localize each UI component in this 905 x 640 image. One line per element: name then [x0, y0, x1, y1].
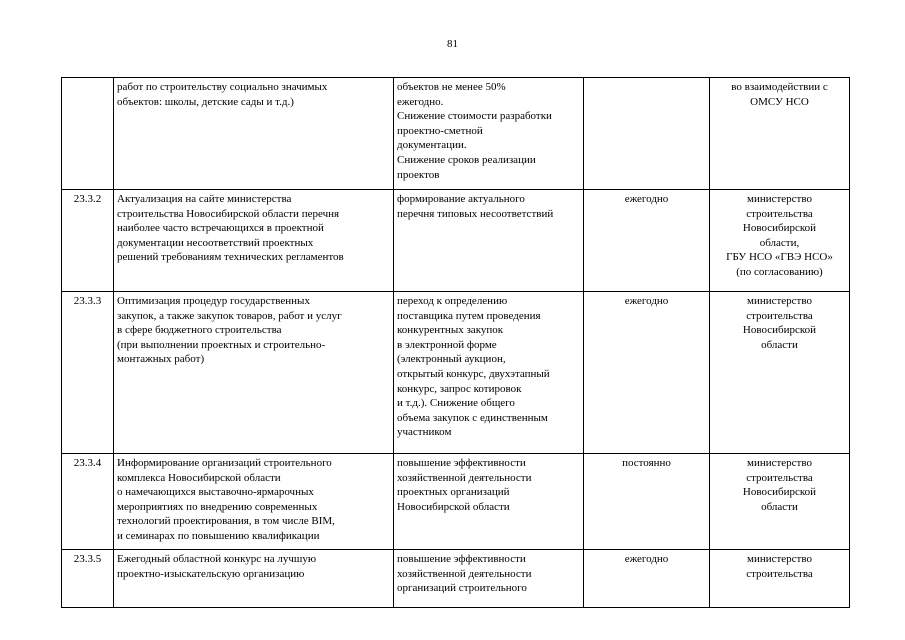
measure-name-line: решений требованиям технических регламентов — [117, 251, 344, 264]
table-row — [62, 550, 850, 608]
measure-result-line: документации. — [397, 139, 467, 152]
measure-number: 23.3.3 — [62, 292, 114, 454]
measure-result-line: открытый конкурс, двухэтапный — [397, 367, 550, 380]
measure-result-line: конкурс, запрос котировок — [397, 382, 522, 395]
measure-responsible-line: во взаимодействии с — [731, 81, 828, 93]
measure-name-line: в сфере бюджетного строительства — [117, 324, 282, 337]
measure-term-line: ежегодно — [624, 295, 669, 307]
measure-result — [394, 78, 584, 190]
measure-result-line: (электронный аукцион, — [397, 353, 506, 366]
measure-term — [584, 550, 710, 608]
measure-result — [394, 190, 584, 292]
measure-result — [394, 292, 584, 454]
measure-name-line: объектов: школы, детские сады и т.д.) — [117, 95, 294, 108]
measure-number: 23.3.4 — [62, 454, 114, 550]
measure-responsible-line: ОМСУ НСО — [750, 95, 809, 108]
measure-name-line: закупок, а также закупок товаров, работ и услуг — [117, 309, 342, 322]
measure-responsible-line: (по согласованию) — [736, 265, 823, 278]
measure-result-line: проектно-сметной — [397, 124, 483, 137]
measure-term-line: ежегодно — [624, 193, 669, 205]
measure-responsible-line: Новосибирской — [742, 222, 817, 235]
measure-number — [62, 78, 114, 190]
measure-name-line: Ежегодный областной конкурс на лучшую — [117, 553, 317, 565]
measure-result-line: хозяйственной деятельности — [397, 471, 532, 484]
measure-result-line: проектов — [397, 168, 440, 181]
page-number: 81 — [447, 38, 458, 50]
measure-result-line: участником — [397, 426, 452, 439]
measure-name — [114, 190, 394, 292]
measure-name-line: Актуализация на сайте министерства — [117, 193, 292, 205]
measure-result-line: формирование актуального — [397, 193, 525, 205]
measure-result-line: организаций строительного — [397, 582, 527, 595]
measure-responsible-line: Новосибирской — [742, 486, 817, 499]
measure-result-line: повышение эффективности — [397, 457, 526, 469]
measure-result-line: конкурентных закупок — [397, 324, 504, 337]
measure-responsible-line: области, — [759, 236, 800, 249]
measure-responsible-line: строительства — [746, 207, 813, 220]
measure-result-line: проектных организаций — [397, 486, 510, 499]
measure-name-line: мероприятиях по внедрению современных — [117, 500, 318, 513]
measure-responsible-line: министерство — [746, 457, 812, 469]
measure-responsible-line: строительства — [746, 309, 813, 322]
measure-name-line: (при выполнении проектных и строительно- — [117, 338, 326, 351]
measure-result-line: и т.д.). Снижение общего — [397, 397, 515, 410]
measure-name-line: и семинарах по повышению квалификации — [117, 529, 320, 542]
measure-result — [394, 454, 584, 550]
measure-result-line: хозяйственной деятельности — [397, 567, 532, 580]
measure-term — [584, 190, 710, 292]
measure-name-line: Информирование организаций строительного — [117, 457, 332, 469]
measure-term-line: ежегодно — [624, 553, 669, 565]
measure-name-line: проектно-изыскательскую организацию — [117, 567, 305, 580]
measure-result-line: поставщика путем проведения — [397, 309, 541, 322]
measure-name-line: технологий проектирования, в том числе BIM, — [117, 515, 335, 528]
measure-responsible-line: министерство — [746, 193, 812, 205]
measure-responsible-line: области — [761, 500, 798, 513]
measure-result-line: переход к определению — [397, 295, 508, 307]
measure-result-line: ежегодно. — [397, 95, 444, 108]
measure-responsible — [710, 190, 850, 292]
measure-name — [114, 78, 394, 190]
measure-name-line: наиболее часто встречающихся в проектной — [117, 222, 324, 235]
measure-result-line: Новосибирской области — [397, 500, 510, 513]
measure-term — [584, 78, 710, 190]
measure-result-line: объектов не менее 50% — [397, 81, 506, 93]
table-row — [62, 78, 850, 190]
measure-responsible-line: министерство — [746, 553, 812, 565]
measure-responsible — [710, 78, 850, 190]
measure-responsible-line: строительства — [746, 567, 813, 580]
measure-responsible-line: министерство — [746, 295, 812, 307]
measure-name-line: строительства Новосибирской области перечня — [117, 207, 340, 220]
measure-name-line: о намечающихся выставочно-ярмарочных — [117, 486, 314, 499]
measures-table-body — [62, 78, 850, 608]
measure-responsible — [710, 550, 850, 608]
measure-result-line: Снижение стоимости разработки — [397, 110, 552, 123]
measure-responsible-line: ГБУ НСО «ГВЭ НСО» — [726, 251, 833, 264]
measure-name-line: работ по строительству социально значимых — [117, 81, 328, 93]
measure-name — [114, 550, 394, 608]
measure-name — [114, 292, 394, 454]
measure-result — [394, 550, 584, 608]
measure-term — [584, 454, 710, 550]
measure-responsible-line: области — [761, 338, 798, 351]
measure-result-line: в электронной форме — [397, 338, 497, 351]
measure-result-line: повышение эффективности — [397, 553, 526, 565]
measure-name-line: Оптимизация процедур государственных — [117, 295, 310, 307]
table-row — [62, 190, 850, 292]
measure-name-line: монтажных работ) — [117, 353, 205, 366]
measure-responsible — [710, 454, 850, 550]
measure-number: 23.3.2 — [62, 190, 114, 292]
measure-name-line: комплекса Новосибирской области — [117, 471, 281, 484]
measure-term-line: постоянно — [622, 457, 671, 469]
table-row — [62, 292, 850, 454]
table-row — [62, 454, 850, 550]
measure-responsible — [710, 292, 850, 454]
measure-name-line: документации несоответствий проектных — [117, 236, 314, 249]
measure-responsible-line: Новосибирской — [742, 324, 817, 337]
measure-result-line: объема закупок с единственным — [397, 411, 548, 424]
measure-result-line: перечня типовых несоответствий — [397, 207, 554, 220]
measure-name — [114, 454, 394, 550]
measure-number: 23.3.5 — [62, 550, 114, 608]
measure-result-line: Снижение сроков реализации — [397, 153, 536, 166]
measure-term — [584, 292, 710, 454]
measures-table — [61, 77, 850, 608]
measure-responsible-line: строительства — [746, 471, 813, 484]
